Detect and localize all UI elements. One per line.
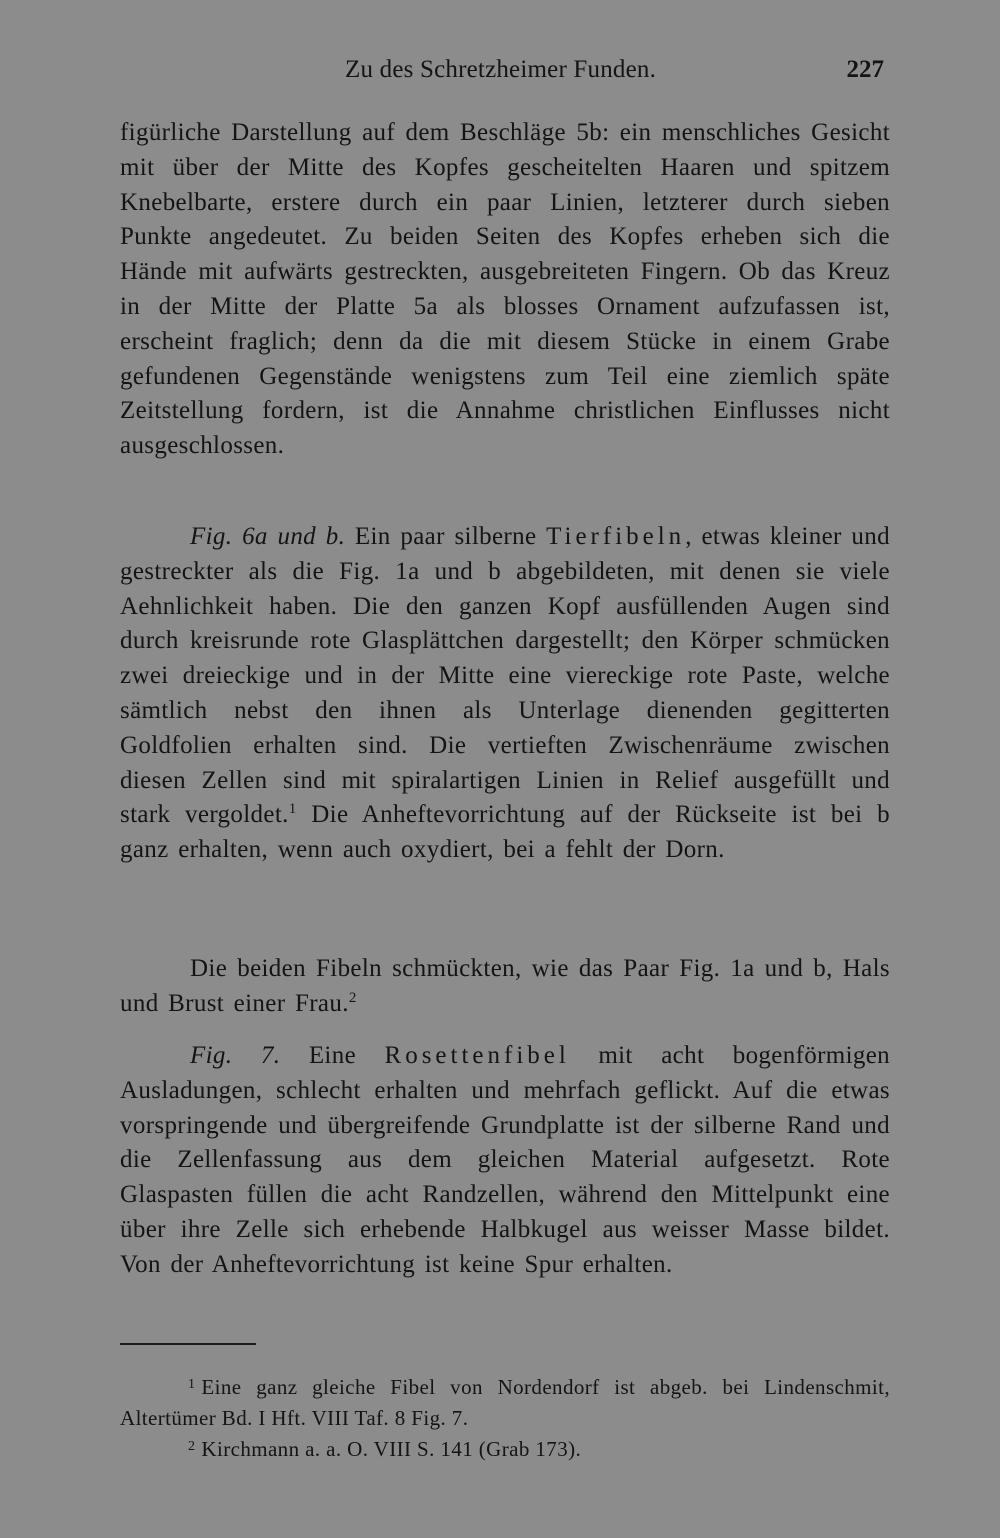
paragraph-figure-5-description: figürliche Darstellung auf dem Beschläge 5b: ein menschliches Gesicht mit über der Mitte des Kopfes gescheitelten Haaren und spitzem Knebelbarte, erstere durch ein paar Linien, letzterer durch sieben Punkte angedeutet. Zu beiden Seiten des Kopfes erheben sich die Hände mit aufwärts gestreckten, ausgebreiteten Fingern. Ob das Kreuz in der Mitte der Platte 5a als blosses Ornament aufzufassen ist, erscheint fraglich; denn da die mit diesem Stücke in einem Grabe gefundenen Gegenstände wenigstens zum Teil eine ziemlich späte Zeitstellung fordern, ist die Annahme christlichen Einflusses nicht ausgeschlossen.: [120, 119, 890, 460]
fig-6-text-a: , etwas kleiner und gestreckter als die Fig. 1a und b abgebildeten, mit denen sie viele Aehnlichkeit haben. Die den ganzen Kopf ausfüllenden Augen sind durch kreisrunde rote Glasplättchen dargestellt; den Körper schmücken zwei dreieckige und in der Mitte eine viereckige rote Paste, welche sämtlich nebst den ihnen als Unterlage dienenden gegitterten Goldfolien erhalten sind. Die vertieften Zwischenräume zwischen diesen Zellen sind mit spiralartigen Linien in Relief ausgefüllt und stark vergoldet.: [120, 523, 890, 829]
paragraph-fig-6: [120, 520, 890, 868]
fibeln-text: Die beiden Fibeln schmückten, wie das Paar Fig. 1a und b, Hals und Brust einer Frau.: [120, 955, 890, 1017]
fig-6-text-b: Die Anheftevorrichtung auf der Rückseite ist bei b ganz erhalten, wenn auch oxydiert, bei a fehlt der Dorn.: [120, 801, 891, 864]
page-number: 227: [846, 56, 884, 83]
footnote-number: 2: [188, 1439, 196, 1454]
paragraph-fibeln: [120, 952, 890, 1022]
footnote-2: [120, 1434, 890, 1465]
fig-7-text: mit acht bogenförmigen Ausladungen, schlecht erhalten und mehrfach geflickt. Auf die etwas vorspringende und übergreifende Grundplatte ist der silberne Rand und die Zellenfassung aus dem gleichen Material aufgesetzt. Rote Glaspasten füllen die acht Randzellen, während den Mittelpunkt eine über ihre Zelle sich erhebende Halbkugel aus weisser Masse bildet. Von der Anheftevorrichtung ist keine Spur erhalten.: [120, 1042, 891, 1278]
footnote-ref-1[interactable]: 1: [288, 801, 297, 818]
footnote-ref-2[interactable]: 2: [348, 989, 357, 1006]
fig-7-term: Rosettenfibel: [384, 1042, 570, 1069]
footnote-divider: [120, 1343, 256, 1345]
fig-7-intro: Eine: [308, 1042, 357, 1069]
fig-6-term: Tierfibeln: [546, 523, 686, 550]
fig-6-intro: Ein paar silberne: [354, 523, 537, 550]
footnote-number: 1: [188, 1377, 196, 1392]
running-head: [120, 56, 890, 90]
running-title: Zu des Schretzheimer Funden.: [345, 56, 657, 83]
fig-7-label: Fig. 7.: [190, 1042, 281, 1069]
footnote-1: [120, 1372, 890, 1434]
footnote-text: Eine ganz gleiche Fibel von Nordendorf ist abgeb. bei Lindenschmit, Altertümer Bd. I Hft. VIII Taf. 8 Fig. 7.: [120, 1375, 890, 1430]
footnotes: [120, 1372, 890, 1465]
fig-6-label: Fig. 6a und b.: [190, 523, 346, 550]
paragraph-fig-7: [120, 1039, 890, 1283]
footnote-text: Kirchmann a. a. O. VIII S. 141 (Grab 173).: [201, 1437, 582, 1461]
